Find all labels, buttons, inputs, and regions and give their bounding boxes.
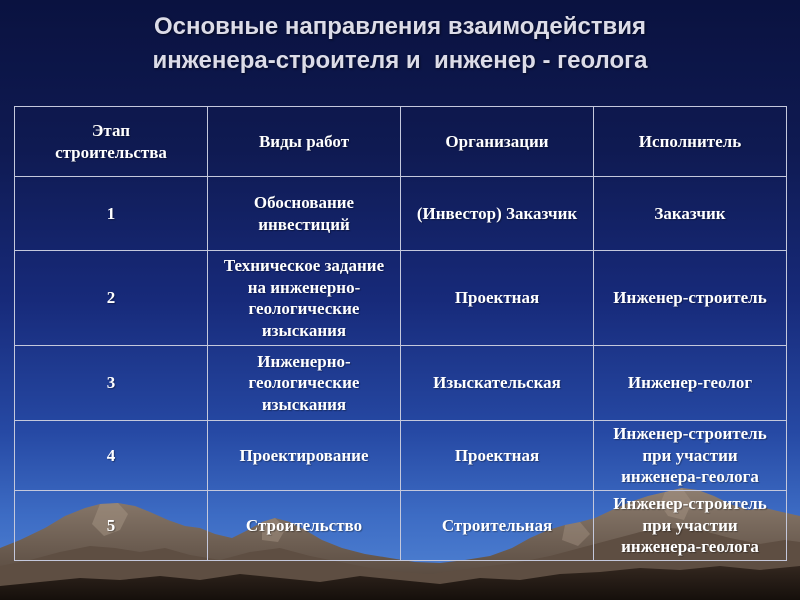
header-work-label: Виды работ <box>258 131 350 151</box>
cell-work <box>208 421 401 491</box>
cell-work <box>208 346 401 421</box>
stage-number: 2 <box>106 288 116 308</box>
title-line-2: инженера-строителя и инженер - геолога <box>152 47 648 74</box>
cell-executor <box>594 421 787 491</box>
cell-organization <box>401 491 594 561</box>
cell-executor <box>594 177 787 251</box>
stage-number: 4 <box>106 445 116 465</box>
header-cell-executor <box>594 107 787 177</box>
organization-name: Проектная <box>454 445 540 465</box>
cell-work <box>208 177 401 251</box>
organization-name: Проектная <box>454 288 540 308</box>
cell-organization <box>401 346 594 421</box>
header-cell-work <box>208 107 401 177</box>
header-cell-stage <box>15 107 208 177</box>
executor-name: Инженер-геолог <box>627 373 753 393</box>
organization-name: Строительная <box>441 515 553 535</box>
title-line-1: Основные направления взаимодействия <box>153 13 647 40</box>
table-row <box>15 251 787 346</box>
cell-stage <box>15 346 208 421</box>
table-row <box>15 346 787 421</box>
table-row <box>15 491 787 561</box>
cell-organization <box>401 251 594 346</box>
work-type: Проектирование <box>239 445 369 465</box>
cell-executor <box>594 346 787 421</box>
cell-executor <box>594 251 787 346</box>
stage-number: 5 <box>106 515 116 535</box>
header-organization-label: Организации <box>445 131 549 151</box>
cell-work <box>208 251 401 346</box>
table-header-row <box>15 107 787 177</box>
executor-name: Инженер-строитель при участии инженера-геолога <box>613 424 767 487</box>
executor-name: Инженер-строитель при участии инженера-геолога <box>613 494 767 557</box>
organization-name: (Инвестор) Заказчик <box>416 203 578 223</box>
cell-work <box>208 491 401 561</box>
cell-stage <box>15 177 208 251</box>
cell-stage <box>15 421 208 491</box>
table-row <box>15 177 787 251</box>
cell-executor <box>594 491 787 561</box>
slide-title <box>0 10 800 78</box>
interaction-table <box>14 106 787 561</box>
cell-organization <box>401 177 594 251</box>
header-cell-organization <box>401 107 594 177</box>
header-executor-label: Исполнитель <box>638 131 742 151</box>
stage-number: 3 <box>106 373 116 393</box>
stage-number: 1 <box>106 203 116 223</box>
table-row <box>15 421 787 491</box>
work-type: Строительство <box>245 515 363 535</box>
organization-name: Изыскательская <box>433 373 561 393</box>
header-stage-label: Этап строительства <box>55 121 167 162</box>
work-type: Обоснование инвестиций <box>253 193 355 234</box>
executor-name: Инженер-строитель <box>613 288 767 308</box>
work-type: Техническое задание на инженерно- геологические изыскания <box>223 256 385 340</box>
cell-organization <box>401 421 594 491</box>
cell-stage <box>15 491 208 561</box>
cell-stage <box>15 251 208 346</box>
work-type: Инженерно- геологические изыскания <box>248 351 360 414</box>
executor-name: Заказчик <box>654 203 726 223</box>
